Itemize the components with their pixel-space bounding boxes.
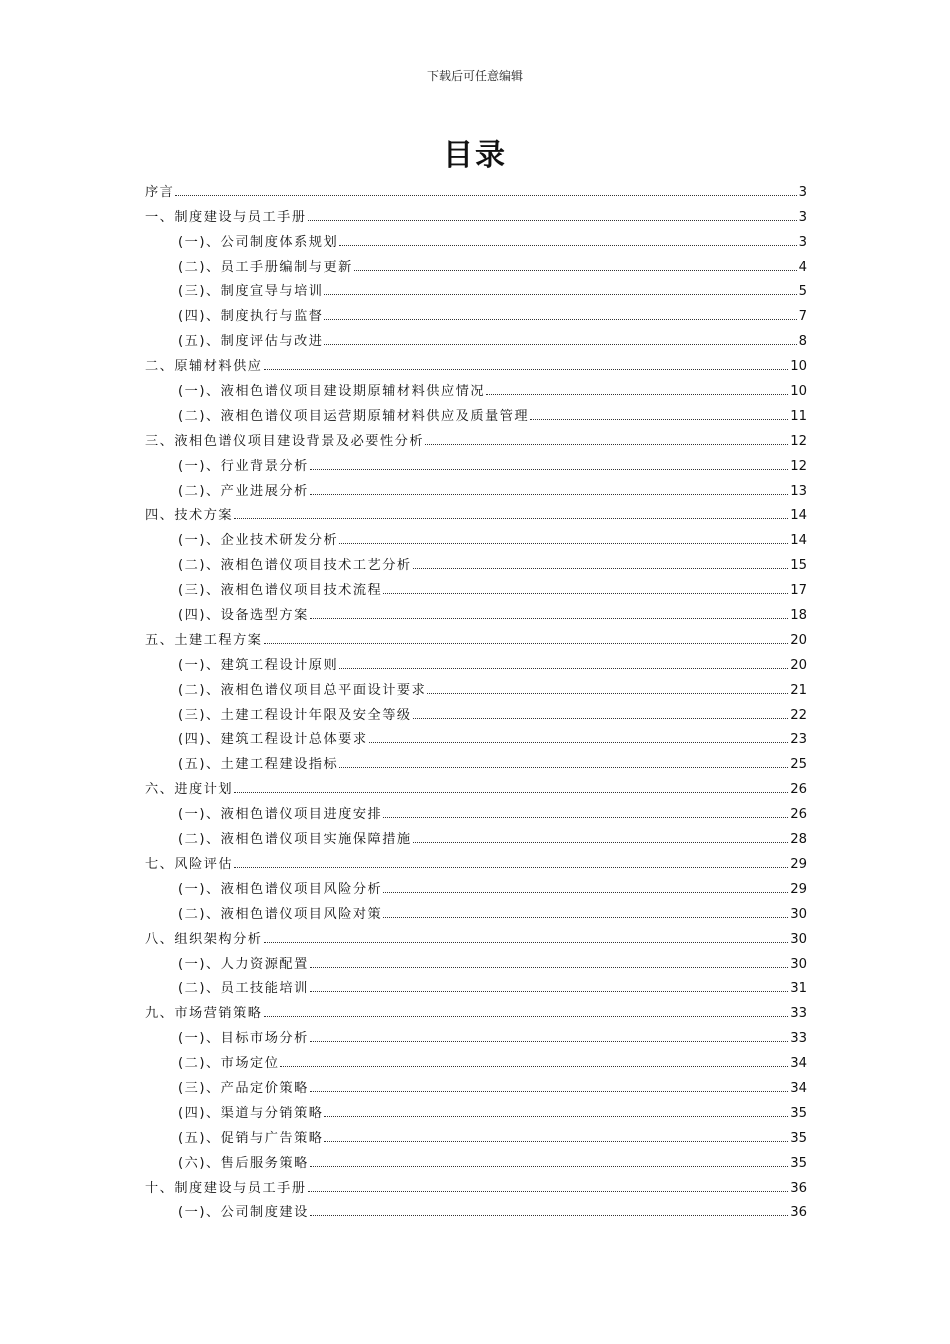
toc-entry-title: (一)、液相色谱仪项目进度安排 (178, 807, 383, 823)
toc-entry[interactable] (145, 573, 807, 598)
toc-entry[interactable] (145, 225, 807, 250)
toc-entry-page: 30 (790, 956, 807, 972)
toc-dot-leader (413, 842, 789, 843)
toc-entry-title: (二)、液相色谱仪项目风险对策 (178, 906, 383, 922)
toc-entry-title: (二)、液相色谱仪项目总平面设计要求 (178, 682, 427, 698)
toc-entry-title: (二)、产业进展分析 (178, 483, 309, 499)
toc-entry[interactable] (145, 548, 807, 573)
toc-entry-page: 31 (790, 981, 807, 997)
toc-entry-page: 22 (790, 707, 807, 723)
toc-entry-title: (一)、液相色谱仪项目风险分析 (178, 881, 383, 897)
toc-entry-title: (一)、行业背景分析 (178, 458, 309, 474)
toc-entry-title: 十、制度建设与员工手册 (145, 1180, 307, 1196)
toc-entry[interactable] (145, 947, 807, 972)
toc-dot-leader (427, 693, 788, 694)
toc-entry[interactable] (145, 250, 807, 275)
toc-entry[interactable] (145, 897, 807, 922)
toc-entry-title: 八、组织架构分析 (145, 931, 263, 947)
toc-entry-page: 35 (790, 1155, 807, 1171)
toc-entry-page: 33 (790, 1006, 807, 1022)
toc-dot-leader (324, 1141, 788, 1142)
toc-entry-title: 七、风险评估 (145, 856, 234, 872)
toc-entry[interactable] (145, 922, 807, 947)
toc-entry-page: 7 (798, 309, 807, 325)
toc-dot-leader (486, 394, 788, 395)
toc-dot-leader (339, 767, 788, 768)
toc-entry-page: 30 (790, 931, 807, 947)
toc-entry-title: (二)、员工手册编制与更新 (178, 259, 353, 275)
toc-entry-page: 28 (790, 832, 807, 848)
toc-entry-page: 30 (790, 906, 807, 922)
toc-entry-page: 20 (790, 657, 807, 673)
toc-entry-title: 序言 (145, 184, 175, 200)
toc-entry[interactable] (145, 324, 807, 349)
toc-dot-leader (310, 1041, 788, 1042)
toc-entry[interactable] (145, 275, 807, 300)
toc-entry-page: 34 (790, 1080, 807, 1096)
toc-entry-page: 8 (798, 334, 807, 350)
toc-dot-leader (310, 494, 788, 495)
toc-entry-title: (一)、液相色谱仪项目建设期原辅材料供应情况 (178, 384, 486, 400)
toc-entry[interactable] (145, 847, 807, 872)
toc-dot-leader (324, 294, 796, 295)
toc-entry-page: 12 (790, 458, 807, 474)
toc-dot-leader (324, 319, 796, 320)
toc-entry-title: 五、土建工程方案 (145, 632, 263, 648)
toc-entry-title: (二)、液相色谱仪项目运营期原辅材料供应及质量管理 (178, 408, 530, 424)
toc-entry-title: (一)、公司制度建设 (178, 1205, 309, 1221)
toc-dot-leader (308, 1191, 789, 1192)
toc-entry[interactable] (145, 673, 807, 698)
toc-entry[interactable] (145, 499, 807, 524)
toc-entry-title: (三)、液相色谱仪项目技术流程 (178, 583, 383, 599)
toc-entry-title: (四)、渠道与分销策略 (178, 1105, 324, 1121)
toc-entry-page: 14 (790, 508, 807, 524)
toc-entry-title: (二)、液相色谱仪项目技术工艺分析 (178, 558, 412, 574)
toc-entry-title: (一)、建筑工程设计原则 (178, 657, 339, 673)
toc-dot-leader (339, 245, 796, 246)
toc-entry-page: 10 (790, 359, 807, 375)
toc-entry-title: (二)、液相色谱仪项目实施保障措施 (178, 832, 412, 848)
toc-entry-page: 5 (798, 284, 807, 300)
toc-entry-title: 三、液相色谱仪项目建设背景及必要性分析 (145, 433, 425, 449)
toc-entry-page: 10 (790, 384, 807, 400)
toc-dot-leader (369, 742, 789, 743)
toc-entry-title: (三)、制度宣导与培训 (178, 284, 324, 300)
toc-entry-page: 11 (790, 408, 807, 424)
toc-entry[interactable] (145, 200, 807, 225)
toc-entry-page: 33 (790, 1031, 807, 1047)
toc-entry[interactable] (145, 1171, 807, 1196)
toc-entry[interactable] (145, 598, 807, 623)
toc-dot-leader (264, 369, 789, 370)
toc-entry-title: (三)、土建工程设计年限及安全等级 (178, 707, 412, 723)
toc-entry-page: 29 (790, 881, 807, 897)
toc-dot-leader (264, 1016, 789, 1017)
toc-dot-leader (234, 867, 788, 868)
toc-entry[interactable] (145, 772, 807, 797)
toc-dot-leader (264, 643, 789, 644)
toc-entry-page: 35 (790, 1130, 807, 1146)
toc-dot-leader (234, 518, 788, 519)
toc-entry-title: (一)、人力资源配置 (178, 956, 309, 972)
toc-dot-leader (310, 1215, 788, 1216)
toc-entry[interactable] (145, 399, 807, 424)
toc-entry[interactable] (145, 872, 807, 897)
toc-entry[interactable] (145, 299, 807, 324)
toc-entry-title: (三)、产品定价策略 (178, 1080, 309, 1096)
toc-dot-leader (324, 1116, 788, 1117)
toc-entry-title: 九、市场营销策略 (145, 1006, 263, 1022)
toc-entry[interactable] (145, 523, 807, 548)
toc-entry-title: (二)、员工技能培训 (178, 981, 309, 997)
toc-entry-title: 六、进度计划 (145, 782, 234, 798)
toc-dot-leader (530, 419, 788, 420)
toc-entry-page: 35 (790, 1105, 807, 1121)
toc-dot-leader (234, 792, 788, 793)
toc-entry-page: 18 (790, 608, 807, 624)
toc-entry-page: 26 (790, 782, 807, 798)
toc-entry[interactable] (145, 972, 807, 997)
toc-entry-page: 4 (798, 259, 807, 275)
toc-entry[interactable] (145, 1146, 807, 1171)
toc-entry[interactable] (145, 623, 807, 648)
toc-entry[interactable] (145, 822, 807, 847)
toc-dot-leader (324, 344, 796, 345)
toc-entry[interactable] (145, 374, 807, 399)
toc-entry-title: (六)、售后服务策略 (178, 1155, 309, 1171)
toc-dot-leader (175, 195, 796, 196)
toc-entry-title: (一)、企业技术研发分析 (178, 533, 339, 549)
toc-entry[interactable] (145, 996, 807, 1021)
toc-entry-page: 3 (798, 209, 807, 225)
toc-entry-page: 17 (790, 583, 807, 599)
toc-entry[interactable] (145, 1071, 807, 1096)
toc-dot-leader (310, 1166, 788, 1167)
toc-dot-leader (310, 1091, 788, 1092)
toc-dot-leader (310, 991, 788, 992)
toc-entry-page: 29 (790, 856, 807, 872)
toc-entry[interactable] (145, 449, 807, 474)
toc-entry-title: 四、技术方案 (145, 508, 234, 524)
toc-dot-leader (413, 718, 789, 719)
toc-entry-title: (一)、公司制度体系规划 (178, 234, 339, 250)
toc-entry-page: 23 (790, 732, 807, 748)
toc-entry[interactable] (145, 723, 807, 748)
toc-entry[interactable] (145, 747, 807, 772)
toc-entry[interactable] (145, 1121, 807, 1146)
toc-entry-title: (二)、市场定位 (178, 1056, 280, 1072)
toc-entry[interactable] (145, 1196, 807, 1221)
toc-entry-page: 13 (790, 483, 807, 499)
toc-entry[interactable] (145, 424, 807, 449)
toc-dot-leader (280, 1066, 788, 1067)
toc-entry[interactable] (145, 1046, 807, 1071)
toc-dot-leader (383, 917, 788, 918)
toc-entry-page: 36 (790, 1180, 807, 1196)
toc-entry-page: 26 (790, 807, 807, 823)
header-note: 下载后可任意编辑 (426, 69, 523, 83)
toc-entry-page: 36 (790, 1205, 807, 1221)
toc-entry[interactable] (145, 698, 807, 723)
toc-dot-leader (354, 270, 797, 271)
toc-entry-title: 一、制度建设与员工手册 (145, 209, 307, 225)
toc-dot-leader (383, 593, 788, 594)
toc-entry-title: (四)、建筑工程设计总体要求 (178, 732, 368, 748)
toc-dot-leader (383, 817, 788, 818)
toc-dot-leader (310, 469, 788, 470)
toc-entry-page: 3 (798, 234, 807, 250)
toc-entry[interactable] (145, 797, 807, 822)
table-of-contents (145, 175, 807, 1220)
toc-entry[interactable] (145, 648, 807, 673)
toc-dot-leader (308, 220, 797, 221)
toc-dot-leader (425, 444, 788, 445)
toc-entry[interactable] (145, 1021, 807, 1046)
toc-entry-page: 15 (790, 558, 807, 574)
toc-entry[interactable] (145, 1096, 807, 1121)
toc-entry-title: (五)、制度评估与改进 (178, 334, 324, 350)
toc-dot-leader (339, 668, 788, 669)
toc-entry-title: (五)、促销与广告策略 (178, 1130, 324, 1146)
toc-entry-page: 12 (790, 433, 807, 449)
toc-entry-page: 21 (790, 682, 807, 698)
toc-dot-leader (383, 892, 788, 893)
toc-entry[interactable] (145, 474, 807, 499)
toc-dot-leader (339, 543, 788, 544)
toc-entry-title: 二、原辅材料供应 (145, 359, 263, 375)
toc-entry-page: 25 (790, 757, 807, 773)
toc-entry-page: 3 (798, 184, 807, 200)
toc-entry-title: (四)、设备选型方案 (178, 608, 309, 624)
toc-entry[interactable] (145, 175, 807, 200)
toc-entry-page: 14 (790, 533, 807, 549)
toc-dot-leader (413, 568, 789, 569)
toc-entry-page: 34 (790, 1056, 807, 1072)
toc-title: 目录 (443, 138, 507, 173)
toc-dot-leader (310, 618, 788, 619)
toc-dot-leader (264, 942, 789, 943)
toc-entry-page: 20 (790, 632, 807, 648)
toc-entry-title: (一)、目标市场分析 (178, 1031, 309, 1047)
toc-entry-title: (四)、制度执行与监督 (178, 309, 324, 325)
toc-entry-title: (五)、土建工程建设指标 (178, 757, 339, 773)
toc-entry[interactable] (145, 349, 807, 374)
toc-dot-leader (310, 967, 788, 968)
